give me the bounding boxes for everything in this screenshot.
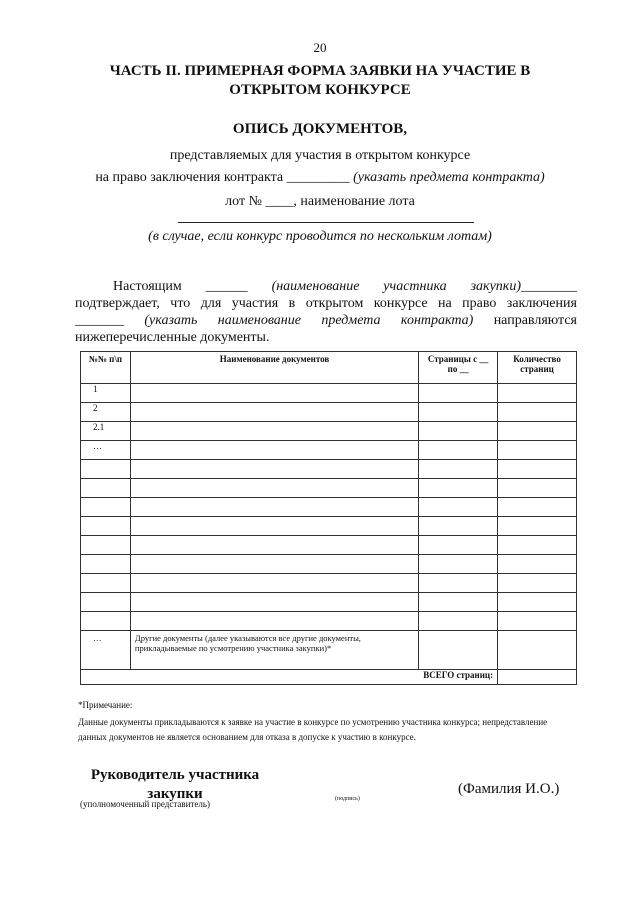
para-word: подтверждает, <box>75 296 160 311</box>
para-word: контракта) <box>400 313 474 328</box>
total-value-cell[interactable] <box>498 670 577 685</box>
subtitle-line: представляемых для участия в открытом конкурсе <box>169 148 471 163</box>
lot-note: (в случае, если конкурс проводится по нескольким лотам) <box>148 229 492 244</box>
para-word: для <box>200 296 222 311</box>
header-name: Наименование документов <box>130 352 418 384</box>
table-row <box>81 498 577 517</box>
row-count-cell[interactable] <box>498 384 577 403</box>
row-doc-cell[interactable] <box>130 403 418 422</box>
contract-line-prefix: на право заключения контракта _________ <box>95 170 354 185</box>
row-count-cell[interactable] <box>498 498 577 517</box>
para-word: что <box>170 296 191 311</box>
table-row <box>81 422 577 441</box>
table-row <box>81 403 577 422</box>
part-title: ЧАСТЬ II. ПРИМЕРНАЯ ФОРМА ЗАЯВКИ НА УЧАСТИЕ В <box>109 63 531 79</box>
row-count-cell[interactable] <box>498 479 577 498</box>
row-count-cell[interactable] <box>498 460 577 479</box>
row-doc-cell[interactable] <box>130 498 418 517</box>
row-doc-cell[interactable] <box>130 517 418 536</box>
row-doc-cell[interactable] <box>130 612 418 631</box>
documents-table <box>80 351 577 685</box>
table-row <box>81 593 577 612</box>
table-row-other-docs <box>81 631 577 670</box>
row-pages-cell[interactable] <box>419 403 498 422</box>
signatory-title-line1: Руководитель участника <box>90 767 260 783</box>
para-word: предмета <box>321 313 381 328</box>
row-count-cell[interactable] <box>498 612 577 631</box>
paragraph-row <box>75 313 577 329</box>
row-doc-cell[interactable] <box>130 384 418 403</box>
table-row <box>81 517 577 536</box>
row-num <box>81 536 131 555</box>
para-word: (указать <box>144 313 198 328</box>
para-word: (наименование <box>271 279 360 294</box>
row-count-cell[interactable] <box>498 555 577 574</box>
lot-underline <box>178 222 474 223</box>
para-word: открытом <box>305 296 364 311</box>
contract-line <box>0 170 640 186</box>
para-word: _______ <box>75 313 124 328</box>
lot-line: лот № ____, наименование лота <box>225 194 415 209</box>
row-num: … <box>81 631 131 670</box>
table-row <box>81 441 577 460</box>
row-count-cell[interactable] <box>498 593 577 612</box>
paragraph-row <box>75 279 577 295</box>
row-count-cell[interactable] <box>498 517 577 536</box>
para-word: наименование <box>217 313 301 328</box>
row-count-cell[interactable] <box>498 536 577 555</box>
para-word: ______ <box>205 279 248 294</box>
row-pages-cell[interactable] <box>419 536 498 555</box>
table-header-row <box>81 352 577 384</box>
row-num <box>81 517 131 536</box>
table-row <box>81 536 577 555</box>
row-doc-cell[interactable] <box>130 555 418 574</box>
row-num <box>81 498 131 517</box>
header-count: Количество страниц <box>498 352 577 384</box>
row-doc-cell[interactable] <box>130 441 418 460</box>
table-total-row <box>81 670 577 685</box>
row-doc-cell[interactable] <box>130 574 418 593</box>
row-doc-cell[interactable] <box>130 460 418 479</box>
header-num: №№ п\п <box>81 352 131 384</box>
row-num <box>81 593 131 612</box>
paragraph-row: нижеперечисленные документы. <box>75 330 270 345</box>
row-pages-cell[interactable] <box>419 384 498 403</box>
other-docs-text: Другие документы (далее указываются все другие документы, прикладываемые по усмотрению участника закупки)* <box>130 631 418 670</box>
table-row <box>81 384 577 403</box>
contract-line-hint: (указать предмета контракта) <box>353 170 545 185</box>
row-num <box>81 612 131 631</box>
para-word: участия <box>231 296 279 311</box>
row-doc-cell[interactable] <box>130 593 418 612</box>
row-pages-cell[interactable] <box>419 441 498 460</box>
para-word: Настоящим <box>113 279 182 294</box>
para-word: на <box>438 296 452 311</box>
part-title-cont: ОТКРЫТОМ КОНКУРСЕ <box>229 82 411 98</box>
row-pages-cell[interactable] <box>419 422 498 441</box>
row-num <box>81 460 131 479</box>
doc-title: ОПИСЬ ДОКУМЕНТОВ, <box>232 121 408 137</box>
row-num: … <box>81 441 131 460</box>
para-word: заключения <box>506 296 577 311</box>
row-pages-cell[interactable] <box>419 555 498 574</box>
para-word: закупки)________ <box>470 279 577 294</box>
paragraph-row <box>75 296 577 312</box>
row-count-cell[interactable] <box>498 403 577 422</box>
row-pages-cell[interactable] <box>419 593 498 612</box>
row-pages-cell[interactable] <box>419 631 498 670</box>
table-row <box>81 612 577 631</box>
row-pages-cell[interactable] <box>419 574 498 593</box>
para-word: участника <box>383 279 447 294</box>
para-word: в <box>288 296 296 311</box>
table-row <box>81 479 577 498</box>
row-count-cell[interactable] <box>498 441 577 460</box>
row-num: 2.1 <box>81 422 131 441</box>
row-count-cell[interactable] <box>498 422 577 441</box>
para-word: конкурсе <box>373 296 428 311</box>
row-num: 2 <box>81 403 131 422</box>
row-pages-cell[interactable] <box>419 517 498 536</box>
row-num <box>81 574 131 593</box>
total-label: ВСЕГО страниц: <box>81 670 498 685</box>
row-num <box>81 555 131 574</box>
row-pages-cell[interactable] <box>419 498 498 517</box>
row-doc-cell[interactable] <box>130 422 418 441</box>
signature-caption: (подпись) <box>335 796 360 802</box>
row-count-cell[interactable] <box>498 631 577 670</box>
row-pages-cell[interactable] <box>419 479 498 498</box>
signatory-subtitle: (уполномоченный представитель) <box>80 799 210 809</box>
table-row <box>81 460 577 479</box>
row-doc-cell[interactable] <box>130 479 418 498</box>
page-number: 20 <box>313 40 327 55</box>
note-body: Данные документы прикладываются к заявке на участие в конкурсе по усмотрению участника конкурса; непредставление данных документов не является основанием для отказа в допуске к участию в конкурсе. <box>78 717 548 742</box>
row-num <box>81 479 131 498</box>
row-num: 1 <box>81 384 131 403</box>
para-word: право <box>462 296 497 311</box>
para-word: направляются <box>493 313 577 328</box>
row-doc-cell[interactable] <box>130 536 418 555</box>
signatory-title-line2: закупки <box>147 786 203 802</box>
header-pages: Страницы с __ по __ <box>419 352 498 384</box>
table-row <box>81 574 577 593</box>
row-count-cell[interactable] <box>498 574 577 593</box>
table-row <box>81 555 577 574</box>
row-pages-cell[interactable] <box>419 612 498 631</box>
note-title: *Примечание: <box>78 700 133 710</box>
signatory-name: (Фамилия И.О.) <box>458 781 560 797</box>
row-pages-cell[interactable] <box>419 460 498 479</box>
